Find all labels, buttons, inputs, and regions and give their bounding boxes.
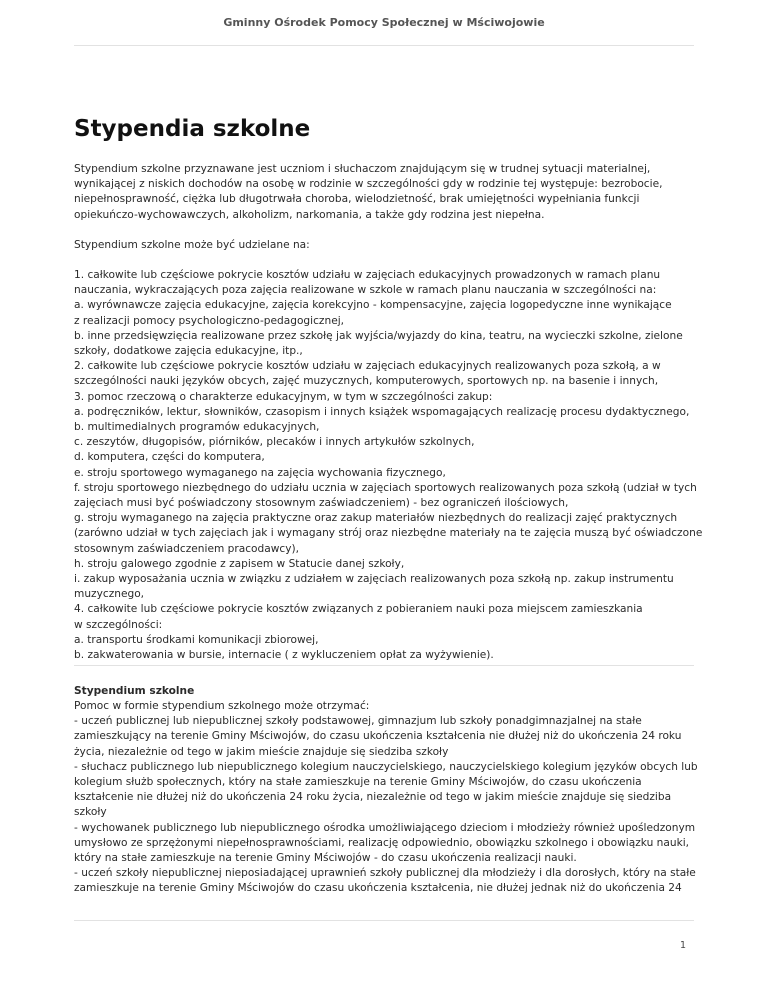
eligibility-line: Pomoc w formie stypendium szkolnego może otrzymać:	[74, 700, 370, 712]
eligibility-line: który na stałe zamieszkuje na terenie Gminy Mściwojów - do czasu ukończenia realizacji nauki.	[74, 852, 577, 865]
intro-line: wynikającej z niskich dochodów na osobę w rodzinie w szczególności gdy w rodzinie tej występuje: bezrobocie,	[74, 178, 663, 191]
intro-line: opiekuńczo-wychowawczych, alkoholizm, narkomania, a także gdy rodzina jest niepełna.	[74, 208, 545, 221]
list-line: muzycznego,	[74, 588, 145, 601]
list-line: 4. całkowite lub częściowe pokrycie kosztów związanych z pobieraniem nauki poza miejscem zamieszkania	[74, 603, 643, 616]
document-header: Gminny Ośrodek Pomocy Społecznej w Mściwojowie	[223, 16, 545, 29]
intro-line: niepełnosprawność, ciężka lub długotrwała choroba, wielodzietność, brak umiejętności wypełniania funkcji	[74, 193, 640, 206]
eligibility-line: kolegium służb społecznych, który na stałe zamieszkuje na terenie Gminy Mściwojów, do czasu ukończenia	[74, 776, 642, 789]
benefits-list	[74, 268, 703, 663]
list-line: nauczania, wykraczających poza zajęcia realizowane w szkole w ramach planu nauczania w szczególności na:	[74, 284, 657, 297]
eligibility-line: zamieszkujący na terenie Gminy Mściwojów, do czasu ukończenia kształcenia nie dłużej niż do ukończenia 24 roku	[74, 730, 682, 743]
eligibility-line: - uczeń publicznej lub niepublicznej szkoły podstawowej, gimnazjum lub szkoły ponadgimnazjalnej na stałe	[74, 715, 642, 728]
section-divider	[74, 665, 694, 666]
eligibility-line: umysłowo ze sprzężonymi niepełnosprawnościami, realizację odpowiednio, obowiązku szkolnego i obowiązku nauki,	[74, 836, 690, 849]
list-line: b. inne przedsięwzięcia realizowane przez szkołę jak wyjścia/wyjazdy do kina, teatru, na wycieczki szkolne, zielone	[74, 329, 683, 342]
intro-line: Stypendium szkolne przyznawane jest uczniom i słuchaczom znajdującym się w trudnej sytuacji materialnej,	[74, 163, 651, 175]
eligibility-line: życia, niezależnie od tego w jakim mieście znajduje się siedziba szkoły	[74, 745, 449, 758]
list-line: b. multimedialnych programów edukacyjnych,	[74, 421, 320, 434]
page-number: 1	[679, 940, 686, 951]
eligibility-paragraph	[74, 699, 698, 897]
list-line: zajęciach musi być poświadczony stosownym zaświadczeniem) - bez ograniczeń ilościowych,	[74, 497, 569, 510]
list-line: e. stroju sportowego wymaganego na zajęcia wychowania fizycznego,	[74, 466, 446, 479]
lead-paragraph	[74, 238, 694, 253]
list-line: stosownym zaświadczeniem pracodawcy),	[74, 542, 300, 555]
list-line: w szczególności:	[74, 618, 163, 631]
eligibility-line: - słuchacz publicznego lub niepublicznego kolegium nauczycielskiego, nauczycielskiego kolegium języków obcych lub	[74, 760, 698, 773]
list-line: 1. całkowite lub częściowe pokrycie kosztów udziału w zajęciach edukacyjnych prowadzonych w ramach planu	[74, 269, 661, 281]
lead-text: Stypendium szkolne może być udzielane na:	[74, 239, 310, 251]
list-line: (zarówno udział w tych zajęciach jak i wymagany strój oraz niezbędne materiały na te zajęcia muszą być oświadczone	[74, 527, 703, 540]
list-line: d. komputera, części do komputera,	[74, 451, 265, 464]
list-line: z realizacji pomocy psychologiczno-pedagogicznej,	[74, 314, 345, 327]
eligibility-line: zamieszkuje na terenie Gminy Mściwojów do czasu ukończenia kształcenia, nie dłużej jednak niż do ukończenia 24	[74, 882, 682, 895]
list-line: szczególności nauki języków obcych, zajęć muzycznych, komputerowych, sportowych np. na basenie i innych,	[74, 375, 659, 388]
list-line: a. wyrównawcze zajęcia edukacyjne, zajęcia korekcyjno - kompensacyjne, zajęcia logopedyczne inne wynikające	[74, 299, 672, 312]
list-line: i. zakup wyposażania ucznia w związku z udziałem w zajęciach realizowanych poza szkołą np. zakup instrumentu	[74, 573, 674, 586]
eligibility-line: kształcenie nie dłużej niż do ukończenia 24 roku życia, niezależnie od tego w jakim mieście znajduje się siedziba	[74, 791, 672, 804]
eligibility-line: - wychowanek publicznego lub niepublicznego ośrodka umożliwiającego dzieciom i młodzieży również upośledzonym	[74, 821, 696, 834]
eligibility-line: szkoły	[74, 806, 107, 819]
page-title: Stypendia szkolne	[74, 116, 311, 142]
list-line: a. podręczników, lektur, słowników, czasopism i innych książek wspomagających realizację procesu dydaktycznego,	[74, 405, 690, 418]
list-line: h. stroju galowego zgodnie z zapisem w Statucie danej szkoły,	[74, 557, 405, 570]
intro-paragraph	[74, 162, 694, 223]
eligibility-heading: Stypendium szkolne	[74, 685, 195, 697]
list-line: szkoły, dodatkowe zajęcia edukacyjne, itp.,	[74, 345, 303, 358]
eligibility-heading-block	[74, 684, 694, 699]
list-line: f. stroju sportowego niezbędnego do udziału ucznia w zajęciach sportowych realizowanych poza szkołą (udział w tych	[74, 481, 697, 494]
footer-divider	[74, 920, 694, 921]
list-line: c. zeszytów, długopisów, piórników, plecaków i innych artykułów szkolnych,	[74, 436, 475, 449]
list-line: 3. pomoc rzeczową o charakterze edukacyjnym, w tym w szczególności zakup:	[74, 390, 493, 403]
list-line: a. transportu środkami komunikacji zbiorowej,	[74, 633, 319, 646]
list-line: 2. całkowite lub częściowe pokrycie kosztów udziału w zajęciach edukacyjnych realizowanych poza szkołą, a w	[74, 360, 661, 373]
list-line: b. zakwaterowania w bursie, internacie ( z wykluczeniem opłat za wyżywienie).	[74, 649, 494, 662]
header-divider	[74, 45, 694, 46]
list-line: g. stroju wymaganego na zajęcia praktyczne oraz zakup materiałów niezbędnych do realizacji zajęć praktycznych	[74, 512, 678, 525]
eligibility-line: - uczeń szkoły niepublicznej nieposiadającej uprawnień szkoły publicznej dla młodzieży i dla dorosłych, który na stałe	[74, 867, 696, 880]
